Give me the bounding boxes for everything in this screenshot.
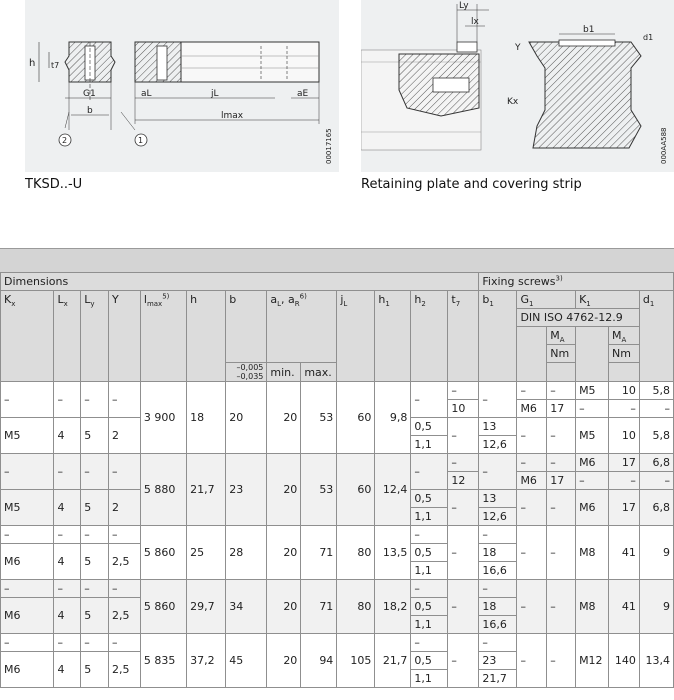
figure-retaining-plate xyxy=(361,0,674,172)
table-row: – – – – 5 860 25 28 20 71 80 13,5 – – – – – M8 41 9 xyxy=(1,526,674,544)
table-row: 12 M6 17 – – – xyxy=(1,472,674,490)
label-g1: G1 xyxy=(83,89,96,99)
b-tolerance: –0,005 –0,035 xyxy=(226,363,267,382)
dimensions-table xyxy=(0,272,674,688)
label-callout-2: 2 xyxy=(62,136,68,145)
col-ae: $a_L$, $a_R^{6)}$ xyxy=(267,291,337,363)
drawing-code-right: 000AA588 xyxy=(660,127,668,164)
table-row: – – – – 5 835 37,2 45 20 94 105 21,7 – – – – – M12 140 13,4 xyxy=(1,634,674,652)
label-al: aL xyxy=(141,89,152,99)
label-h: h xyxy=(29,58,36,69)
table-row: M5 4 5 2 0,5 – 13 – – M6 17 6,8 xyxy=(1,490,674,508)
table-row: 1,1 16,6 xyxy=(1,616,674,634)
figure-tksd-u xyxy=(25,0,339,172)
label-callout-1: 1 xyxy=(138,136,144,145)
col-lmax: $l_{max}^{5)}$ xyxy=(140,291,186,382)
table-row: 1,1 12,6 xyxy=(1,436,674,454)
col-k1: $K_1$ xyxy=(576,291,640,309)
rail-drawing-right xyxy=(361,0,674,172)
label-b1: b1 xyxy=(583,25,595,35)
caption-retaining-plate: Retaining plate and covering strip xyxy=(361,177,582,192)
table-row: 1,1 21,7 xyxy=(1,670,674,688)
table-row: – – – – 3 900 18 20 20 53 60 9,8 – – – – – M5 10 5,8 xyxy=(1,382,674,400)
label-t7: t7 xyxy=(51,61,60,70)
k1-nm: Nm xyxy=(608,345,639,363)
label-d1: d1 xyxy=(643,33,654,42)
k1-spacer xyxy=(576,327,609,382)
col-b: b xyxy=(226,291,267,363)
label-kx: Kx xyxy=(507,97,519,107)
label-lx: lx xyxy=(471,17,479,27)
header-row-group xyxy=(1,273,674,291)
col-g1: $G_1$ xyxy=(517,291,576,309)
table-title-band xyxy=(0,248,674,273)
col-lx: $L_x$ xyxy=(54,291,81,382)
col-h: h xyxy=(187,291,226,382)
label-y: Y xyxy=(515,43,521,53)
caption-tksd-u: TKSD..-U xyxy=(25,177,83,192)
label-b: b xyxy=(87,106,93,116)
label-lmax: lmax xyxy=(221,111,244,121)
col-h2: $h_2$ xyxy=(411,291,448,382)
col-d1: $d_1$ xyxy=(639,291,673,382)
label-ae: aE xyxy=(297,89,309,99)
label-ly: Ly xyxy=(459,1,469,11)
col-h1: $h_1$ xyxy=(375,291,411,382)
header-dimensions: Dimensions xyxy=(1,273,479,291)
g1-spacer xyxy=(517,327,547,382)
col-ly: $L_y$ xyxy=(81,291,109,382)
header-fixing-screws: Fixing screws$^{3)}$ xyxy=(479,273,674,291)
rail-drawing-left xyxy=(25,0,339,172)
header-row-columns xyxy=(1,291,674,309)
table-row: M6 4 5 2,5 0,5 23 xyxy=(1,652,674,670)
table-row: 1,1 12,6 xyxy=(1,508,674,526)
table-row: M6 4 5 2,5 0,5 18 xyxy=(1,544,674,562)
col-kx: $K_x$ xyxy=(1,291,54,382)
din-standard: DIN ISO 4762-12.9 xyxy=(517,309,639,327)
table-row: 1,1 16,6 xyxy=(1,562,674,580)
table-row: – – – – 5 860 29,7 34 20 71 80 18,2 – – – – – M8 41 9 xyxy=(1,580,674,598)
col-b1: $b_1$ xyxy=(479,291,517,382)
g1-ma: $M_A$ xyxy=(547,327,576,345)
table-row: 10 M6 17 – – – xyxy=(1,400,674,418)
table-row: – – – – 5 880 21,7 23 20 53 60 12,4 – – – – – M6 17 6,8 xyxy=(1,454,674,472)
col-a-min: min. xyxy=(267,363,301,382)
table-row: M6 4 5 2,5 0,5 18 xyxy=(1,598,674,616)
k1-ma: $M_A$ xyxy=(608,327,639,345)
drawing-code-left: 00017165 xyxy=(325,128,333,164)
col-t7: $t_7$ xyxy=(448,291,479,382)
col-y: Y xyxy=(108,291,140,382)
col-a-max: max. xyxy=(301,363,337,382)
g1-nm: Nm xyxy=(547,345,576,363)
label-jl: jL xyxy=(211,89,219,99)
table-row: M5 4 5 2 0,5 – 13 – – M5 10 5,8 xyxy=(1,418,674,436)
col-jl: $j_L$ xyxy=(337,291,375,382)
